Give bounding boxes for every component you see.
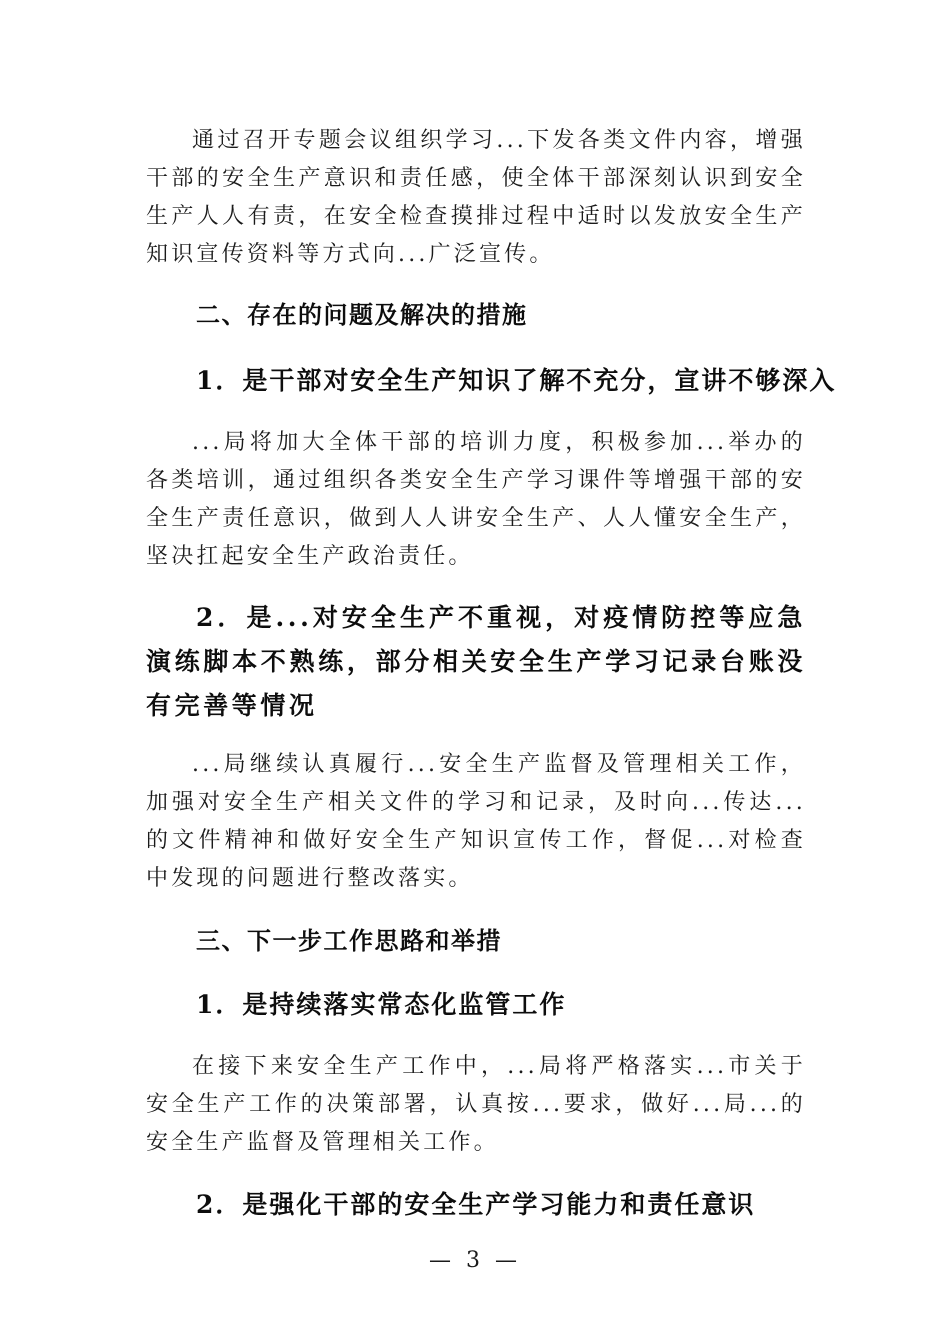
subheading-item-2: 2．是...对安全生产不重视，对疫情防控等应急演练脚本不熟练，部分相关安全生产学习记录台账没有完善等情况: [146, 603, 806, 720]
intro-paragraph: 通过召开专题会议组织学习...下发各类文件内容，增强干部的安全生产意识和责任感，使全体干部深刻认识到安全生产人人有责，在安全检查摸排过程中适时以发放安全生产知识宣传资料等方式向...广泛宣传。: [146, 128, 806, 267]
subheading-next-item-1: 1．是持续落实常态化监管工作: [196, 990, 567, 1019]
section-heading-next-steps: 三、下一步工作思路和举措: [196, 927, 502, 955]
section-heading-problems: 二、存在的问题及解决的措施: [196, 301, 528, 329]
paragraph-item-2: ...局继续认真履行...安全生产监督及管理相关工作，加强对安全生产相关文件的学习和记录，及时向...传达...的文件精神和做好安全生产知识宣传工作，督促...对检查中发现的问题进行整改落实。: [146, 752, 806, 891]
subheading-next-item-2: 2．是强化干部的安全生产学习能力和责任意识: [196, 1190, 756, 1219]
paragraph-next-item-1: 在接下来安全生产工作中，...局将严格落实...市关于安全生产工作的决策部署，认真按...要求，做好...局...的安全生产监督及管理相关工作。: [146, 1054, 806, 1155]
page-number: — 3 —: [429, 1248, 521, 1273]
paragraph-item-1: ...局将加大全体干部的培训力度，积极参加...举办的各类培训，通过组织各类安全生产学习课件等增强干部的安全生产责任意识，做到人人讲安全生产、人人懂安全生产，坚决扛起安全生产政治责任。: [146, 430, 806, 569]
subheading-item-1: 1．是干部对安全生产知识了解不充分，宣讲不够深入: [196, 366, 837, 395]
